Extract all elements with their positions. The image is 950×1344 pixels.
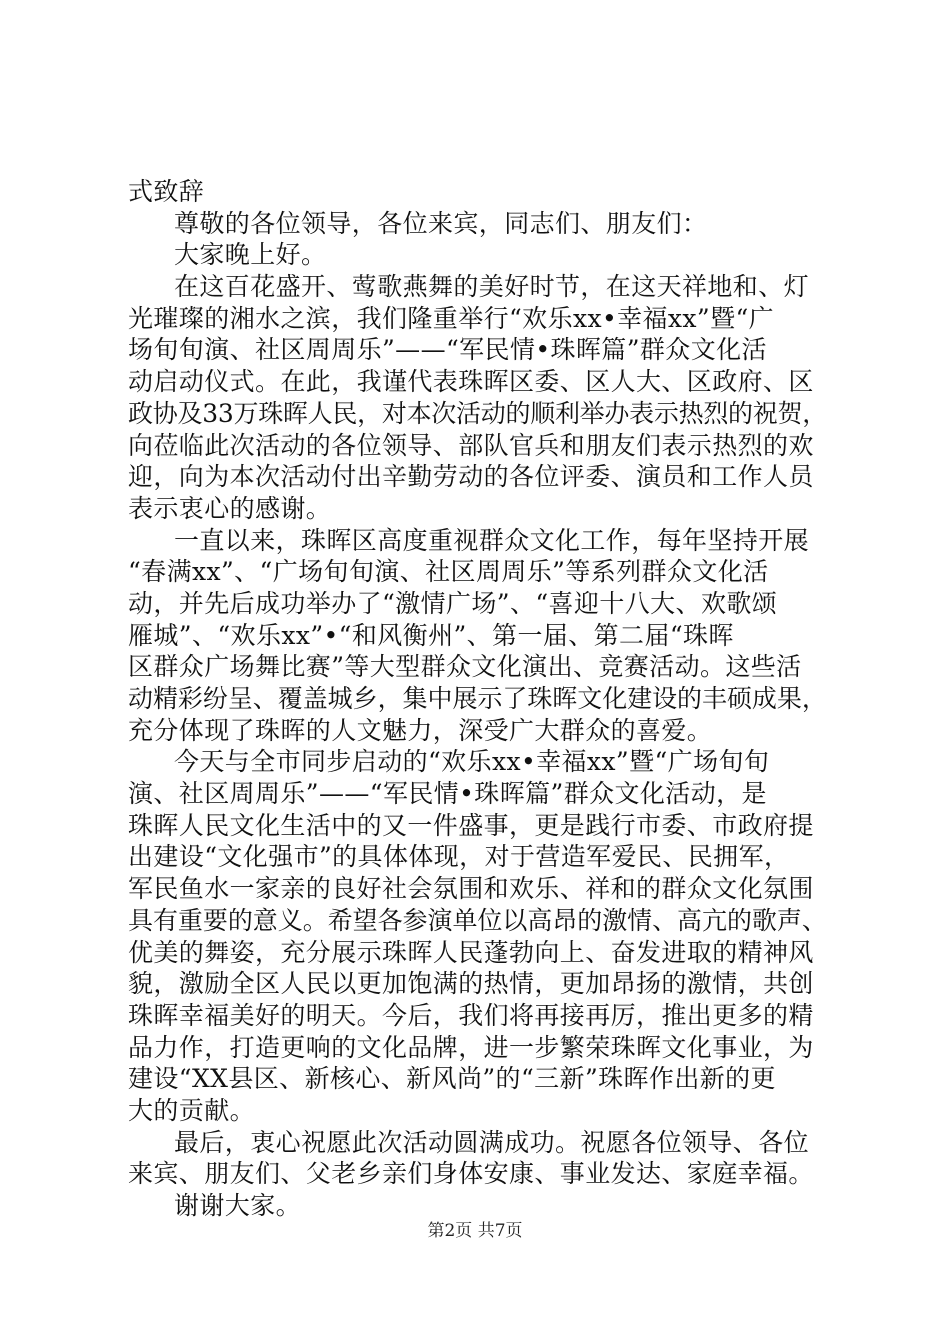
text-line: 谢谢大家。 [174,1191,302,1220]
text-line: 具有重要的意义。希望各参演单位以高昂的激情、高亢的歌声、 [128,905,827,935]
text-line: 来宾、朋友们、父老乡亲们身体安康、事业发达、家庭幸福。 [128,1159,814,1189]
text-line: 在这百花盛开、莺歌燕舞的美好时节，在这天祥地和、灯 [174,272,810,302]
text-line: 一直以来，珠晖区高度重视群众文化工作，每年坚持开展 [174,525,810,555]
text-line: 充分体现了珠晖的人文魅力，深受广大群众的喜爱。 [128,715,713,745]
text-line: 尊敬的各位领导，各位来宾，同志们、朋友们： [174,208,708,238]
document-body [128,176,828,1222]
text-line: 雁城”、“欢乐xx”•“和风衡州”、第一届、第二届“珠晖 [128,620,734,650]
page-number-footer: 第2页 共7页 [427,1221,523,1241]
text-line: 大的贡献。 [128,1095,256,1125]
text-line: 迎，向为本次活动付出辛勤劳动的各位评委、演员和工作人员 [128,462,814,492]
text-line: 光璀璨的湘水之滨，我们隆重举行“欢乐xx•幸福xx”暨“广 [128,303,775,333]
text-line: 动精彩纷呈、覆盖城乡，集中展示了珠晖文化建设的丰硕成果， [128,684,827,713]
text-line: 式致辞 [128,177,205,206]
text-line: 向莅临此次活动的各位领导、部队官兵和朋友们表示热烈的欢 [128,430,814,460]
text-line: 政协及33万珠晖人民，对本次活动的顺利举办表示热烈的祝贺， [128,398,827,428]
text-line: 区群众广场舞比赛”等大型群众文化演出、竞赛活动。这些活 [128,652,802,682]
text-line: 珠晖人民文化生活中的又一件盛事，更是践行市委、市政府提 [128,810,814,840]
text-line: 品力作，打造更响的文化品牌，进一步繁荣珠晖文化事业，为 [128,1032,814,1062]
text-line: 表示衷心的感谢。 [128,493,332,523]
text-line: 优美的舞姿，充分展示珠晖人民蓬勃向上、奋发进取的精神风 [128,937,814,967]
text-line: 最后，衷心祝愿此次活动圆满成功。祝愿各位领导、各位 [174,1127,810,1157]
text-line: 军民鱼水一家亲的良好社会氛围和欢乐、祥和的群众文化氛围 [128,874,814,904]
text-line: “春满xx”、“广场旬旬演、社区周周乐”等系列群众文化活 [128,557,769,587]
text-line: 貌，激励全区人民以更加饱满的热情，更加昂扬的激情，共创 [128,969,814,999]
text-line: 大家晚上好。 [174,240,327,270]
text-line: 出建设“文化强市”的具体体现，对于营造军爱民、民拥军， [128,842,790,872]
text-line: 演、社区周周乐”——“军民情•珠晖篇”群众文化活动，是 [128,779,767,809]
text-line: 动启动仪式。在此，我谨代表珠晖区委、区人大、区政府、区 [128,367,814,397]
text-line: 建设“XX县区、新核心、新风尚”的“三新”珠晖作出新的更 [128,1064,776,1094]
text-line: 场旬旬演、社区周周乐”——“军民情•珠晖篇”群众文化活 [128,335,767,365]
text-line: 今天与全市同步启动的“欢乐xx•幸福xx”暨“广场旬旬 [174,747,770,777]
text-line: 动，并先后成功举办了“激情广场”、“喜迎十八大、欢歌颂 [128,588,778,618]
text-line: 珠晖幸福美好的明天。今后，我们将再接再厉，推出更多的精 [128,1000,814,1030]
